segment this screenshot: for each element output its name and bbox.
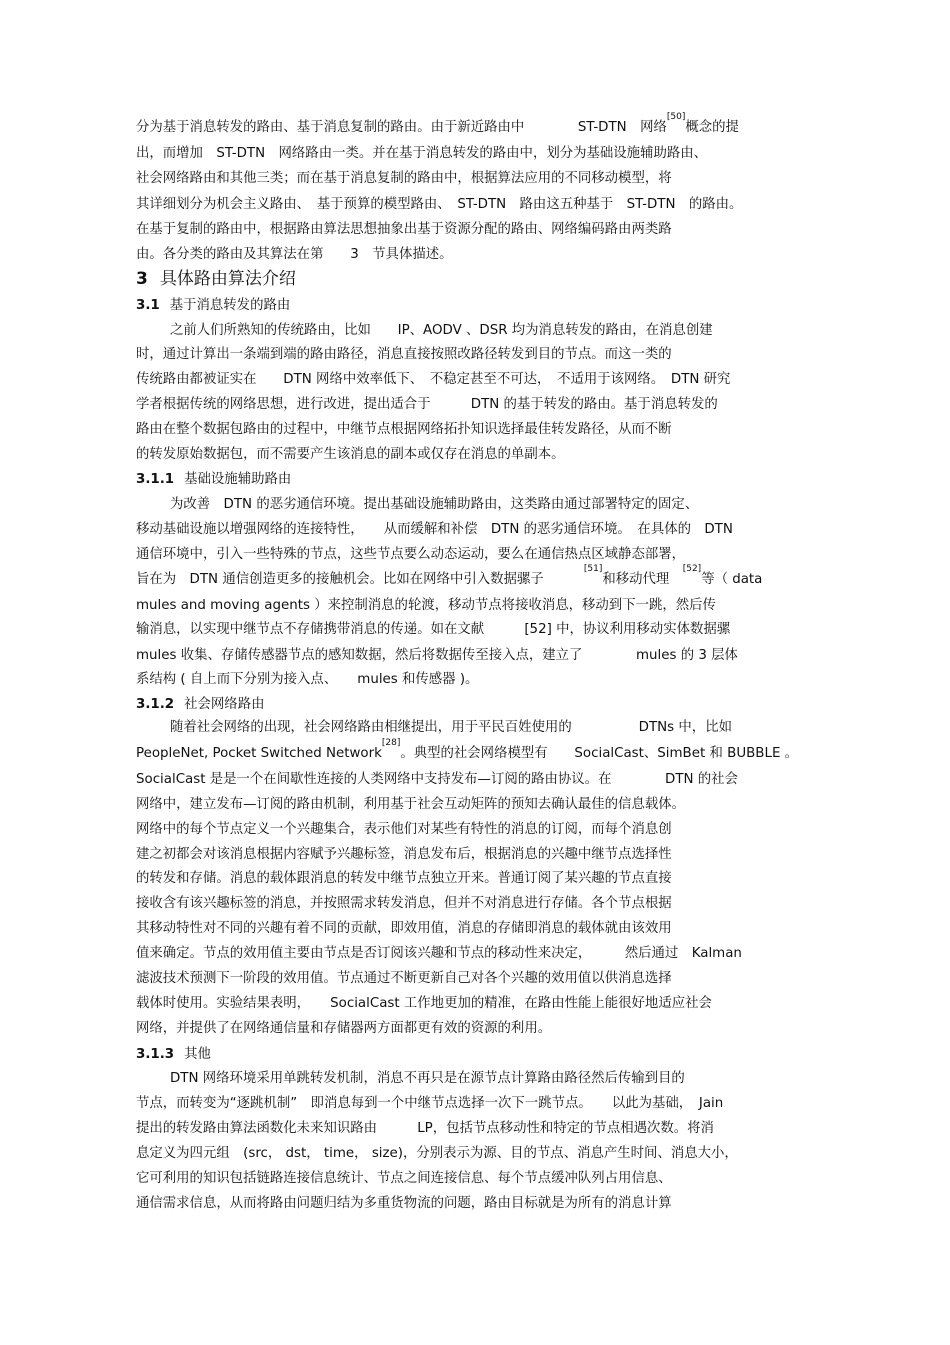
text-line: 其移动特性对不同的兴趣有着不同的贡献，即效用值，消息的存储即消息的载体就由该效用 xyxy=(136,921,672,936)
text-line: 其详细划分为机会主义路由、 基于预算的模型路由、 ST-DTN 路由这五种基于 ST-DTN 的路由。 xyxy=(136,197,743,212)
text-line: 旨在为 DTN 通信创造更多的接触机会。比如在网络中引入数据骡子 [51]和移动代理 [52]等（ data xyxy=(136,564,763,587)
subsection-heading: 3.1.1 基础设施辅助路由 xyxy=(136,472,292,487)
text-line: 的转发和存储。消息的载体跟消息的转发中继节点独立开来。普通订阅了某兴趣的节点直接 xyxy=(136,871,672,886)
text-line: 节点，而转变为“逐跳机制” 即消息每到一个中继节点选择一次下一跳节点。 以此为基础， Jain xyxy=(136,1096,724,1111)
section-heading: 3 具体路由算法介绍 xyxy=(136,269,296,289)
text-line: 网络中的每个节点定义一个兴趣集合，表示他们对某些有特性的消息的订阅，而每个消息创 xyxy=(136,822,672,837)
text-line: 路由在整个数据包路由的过程中，中继节点根据网络拓扑知识选择最佳转发路径，从而不断 xyxy=(136,422,672,437)
text-line: 它可利用的知识包括链路连接信息统计、节点之间连接信息、每个节点缓冲队列占用信息、 xyxy=(136,1171,672,1186)
text-line: 系结构 ( 自上而下分别为接入点、 mules 和传感器 )。 xyxy=(136,672,479,687)
text-line: SocialCast 是是一个在间歇性连接的人类网络中支持发布—订阅的路由协议。在 DTN 的社会 xyxy=(136,772,738,787)
text-line: 社会网络路由和其他三类；而在基于消息复制的路由中，根据算法应用的不同移动模型，将 xyxy=(136,171,672,186)
text-line: 提出的转发路由算法函数化未来知识路由 LP，包括节点移动性和特定的节点相遇次数。将消 xyxy=(136,1121,714,1136)
citation: [50] xyxy=(666,112,686,122)
text-line: 建之初都会对该消息根据内容赋予兴趣标签，消息发布后，根据消息的兴趣中继节点选择性 xyxy=(136,847,672,862)
subsection-heading: 3.1 基于消息转发的路由 xyxy=(136,298,291,313)
text-line: 值来确定。节点的效用值主要由节点是否订阅该兴趣和节点的移动性来决定， 然后通过 Kalman xyxy=(136,946,742,961)
text-line: 接收含有该兴趣标签的消息，并按照需求转发消息，但并不对消息进行存储。各个节点根据 xyxy=(136,896,672,911)
text-line: 滤波技术预测下一阶段的效用值。节点通过不断更新自己对各个兴趣的效用值以供消息选择 xyxy=(136,971,672,986)
text-line: 随着社会网络的出现，社会网络路由相继提出，用于平民百姓使用的 DTNs 中，比如 xyxy=(170,720,732,735)
text-line: 网络，并提供了在网络通信量和存储器两方面都更有效的资源的利用。 xyxy=(136,1021,552,1036)
text-line: 通信需求信息，从而将路由问题归结为多重货物流的问题，路由目标就是为所有的消息计算 xyxy=(136,1196,672,1211)
text-line: 通信环境中，引入一些特殊的节点，这些节点要么动态运动，要么在通信热点区域静态部署， xyxy=(136,547,686,562)
citation: [51] xyxy=(583,564,603,574)
text-line: 时，通过计算出一条端到端的路由路径，消息直接按照改路径转发到目的节点。而这一类的 xyxy=(136,347,672,362)
text-line: 移动基础设施以增强网络的连接特性， 从而缓解和补偿 DTN 的恶劣通信环境。 在具体的 DTN xyxy=(136,522,733,537)
text-line: 在基于复制的路由中，根据路由算法思想抽象出基于资源分配的路由、网络编码路由两类路 xyxy=(136,222,672,237)
text-line: 息定义为四元组 (src， dst， time， size)，分别表示为源、目的节点、消息产生时间、消息大小， xyxy=(136,1146,738,1161)
text-line: 出，而增加 ST-DTN 网络路由一类。并在基于消息转发的路由中，划分为基础设施辅助路由、 xyxy=(136,146,708,161)
subsection-heading: 3.1.3 其他 xyxy=(136,1047,211,1062)
text-line: 由。各分类的路由及其算法在第 3 节具体描述。 xyxy=(136,247,453,262)
text-line: 分为基于消息转发的路由、基于消息复制的路由。由于新近路由中 ST-DTN 网络[50]概念的提 xyxy=(136,112,739,135)
text-line: 网络中，建立发布—订阅的路由机制，利用基于社会互动矩阵的预知去确认最佳的信息载体。 xyxy=(136,797,686,812)
subsection-heading: 3.1.2 社会网络路由 xyxy=(136,697,265,712)
text-line: 输消息，以实现中继节点不存储携带消息的传递。如在文献 [52] 中，协议利用移动实体数据骡 xyxy=(136,622,731,637)
text-line: PeopleNet, Pocket Switched Network[28]。典型的社会网络模型有 SocialCast、SimBet 和 BUBBLE 。 xyxy=(136,738,799,761)
text-line: mules 收集、存储传感器节点的感知数据，然后将数据传至接入点，建立了 mules 的 3 层体 xyxy=(136,648,738,663)
text-line: 载体时使用。实验结果表明， SocialCast 工作地更加的精准，在路由性能上能很好地适应社会 xyxy=(136,996,712,1011)
text-line: 学者根据传统的网络思想，进行改进，提出适合于 DTN 的基于转发的路由。基于消息转发的 xyxy=(136,397,718,412)
text-line: 之前人们所熟知的传统路由，比如 IP、AODV 、DSR 均为消息转发的路由，在消息创建 xyxy=(170,323,713,338)
text-line: mules and moving agents ）来控制消息的轮渡，移动节点将接收消息，移动到下一跳，然后传 xyxy=(136,598,716,613)
citation: [52] xyxy=(682,564,702,574)
text-line: 的转发原始数据包，而不需要产生该消息的副本或仅存在消息的单副本。 xyxy=(136,447,565,462)
text-line: DTN 网络环境采用单跳转发机制，消息不再只是在源节点计算路由路径然后传输到目的 xyxy=(170,1071,685,1086)
text-line: 为改善 DTN 的恶劣通信环境。提出基础设施辅助路由，这类路由通过部署特定的固定、 xyxy=(170,497,699,512)
citation: [28] xyxy=(381,738,401,748)
text-line: 传统路由都被证实在 DTN 网络中效率低下、 不稳定甚至不可达， 不适用于该网络。 DTN 研究 xyxy=(136,372,731,387)
